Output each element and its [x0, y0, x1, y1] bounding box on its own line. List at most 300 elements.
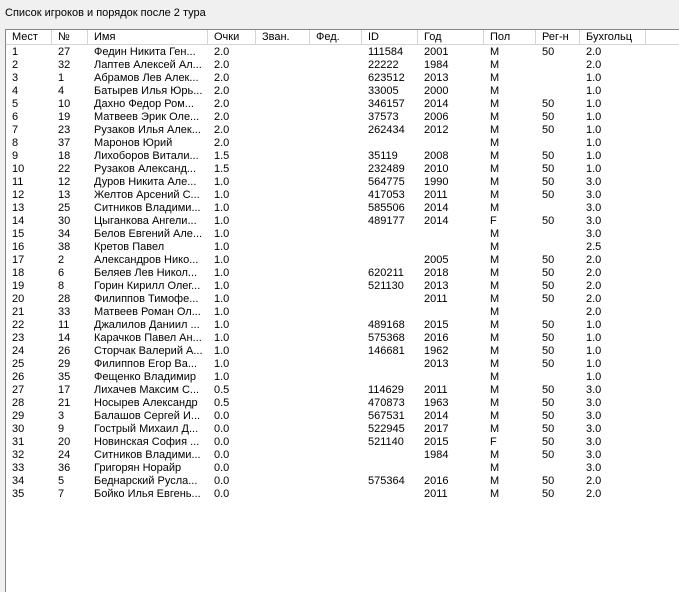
cell-id	[362, 462, 418, 475]
cell-federation	[310, 163, 362, 176]
cell-year: 1984	[424, 59, 449, 71]
cell-title	[256, 488, 310, 501]
cell-title	[256, 410, 310, 423]
table-row[interactable]	[6, 267, 679, 280]
cell-title	[256, 462, 310, 475]
cell-points: 2.0	[214, 85, 230, 97]
cell-place: 33	[12, 462, 25, 474]
column-header-federation[interactable]: Фед.	[310, 30, 362, 45]
cell-federation	[310, 241, 362, 254]
cell-name: Беляев Лев Никол...	[94, 267, 198, 279]
table-row[interactable]	[6, 189, 679, 202]
cell-federation	[310, 85, 362, 98]
cell-id: 585506	[368, 202, 405, 214]
cell-place: 27	[12, 384, 25, 396]
cell-title	[256, 59, 310, 72]
cell-year	[418, 228, 484, 241]
cell-year: 2000	[424, 85, 449, 97]
cell-id: 521140	[368, 436, 404, 448]
table-row[interactable]	[6, 202, 679, 215]
table-row[interactable]	[6, 306, 679, 319]
cell-points: 2.0	[214, 98, 230, 110]
cell-name: Маронов Юрий	[94, 137, 173, 149]
table-row[interactable]	[6, 46, 679, 59]
cell-buchholz: 3.0	[586, 215, 602, 227]
cell-year: 2011	[424, 488, 448, 500]
cell-name: Филиппов Егор Ва...	[94, 358, 198, 370]
cell-number: 30	[58, 215, 71, 227]
cell-id: 262434	[368, 124, 405, 136]
table-row[interactable]	[6, 358, 679, 371]
cell-name: Карачков Павел Ан...	[94, 332, 202, 344]
cell-number: 18	[58, 150, 71, 162]
cell-id: 564775	[368, 176, 405, 188]
column-header-region[interactable]: Рег-н	[536, 30, 580, 45]
cell-year: 2010	[424, 163, 449, 175]
cell-points: 1.0	[214, 306, 230, 318]
table-row[interactable]	[6, 371, 679, 384]
cell-title	[256, 358, 310, 371]
table-row[interactable]	[6, 111, 679, 124]
cell-federation	[310, 72, 362, 85]
cell-number: 14	[58, 332, 71, 344]
cell-number: 17	[58, 384, 71, 396]
cell-buchholz: 1.0	[586, 124, 602, 136]
cell-place: 14	[12, 215, 25, 227]
cell-buchholz: 2.0	[586, 293, 602, 305]
cell-place: 3	[12, 72, 19, 84]
cell-name: Бойко Илья Евгень...	[94, 488, 201, 500]
cell-points: 1.5	[214, 150, 230, 162]
cell-sex: M	[490, 475, 500, 487]
cell-federation	[310, 332, 362, 345]
cell-points: 1.5	[214, 163, 230, 175]
cell-place: 31	[12, 436, 25, 448]
cell-buchholz: 1.0	[586, 150, 602, 162]
cell-region	[536, 202, 580, 215]
table-row[interactable]	[6, 332, 679, 345]
cell-year	[418, 462, 484, 475]
list-rows	[6, 46, 679, 501]
cell-buchholz: 1.0	[586, 332, 602, 344]
cell-name: Гострый Михаил Д...	[94, 423, 199, 435]
cell-sex: M	[490, 358, 500, 370]
cell-name: Ситников Владими...	[94, 202, 201, 214]
cell-buchholz: 2.0	[586, 280, 602, 292]
cell-place: 12	[12, 189, 25, 201]
table-row[interactable]	[6, 215, 679, 228]
cell-id: 575364	[368, 475, 405, 487]
cell-federation	[310, 189, 362, 202]
players-list[interactable]	[5, 29, 679, 592]
cell-federation	[310, 449, 362, 462]
cell-buchholz: 2.0	[586, 267, 602, 279]
cell-number: 27	[58, 46, 71, 58]
cell-points: 1.0	[214, 241, 230, 253]
cell-region: 50	[542, 280, 555, 292]
cell-federation	[310, 319, 362, 332]
cell-place: 34	[12, 475, 25, 487]
cell-buchholz: 3.0	[586, 410, 602, 422]
cell-points: 1.0	[214, 267, 230, 279]
cell-title	[256, 397, 310, 410]
cell-points: 1.0	[214, 371, 230, 383]
cell-points: 0.0	[214, 410, 230, 422]
cell-points: 1.0	[214, 319, 230, 331]
cell-sex: M	[490, 111, 500, 123]
cell-name: Федин Никита Ген...	[94, 46, 196, 58]
cell-federation	[310, 384, 362, 397]
table-row[interactable]	[6, 410, 679, 423]
cell-name: Матвеев Эрик Оле...	[94, 111, 200, 123]
cell-region: 50	[542, 358, 555, 370]
cell-place: 25	[12, 358, 25, 370]
cell-id: 489177	[368, 215, 405, 227]
cell-region: 50	[542, 436, 555, 448]
cell-points: 2.0	[214, 124, 230, 136]
cell-federation	[310, 475, 362, 488]
cell-federation	[310, 59, 362, 72]
cell-buchholz: 3.0	[586, 462, 602, 474]
cell-sex: M	[490, 98, 500, 110]
column-header-name[interactable]: Имя	[88, 30, 208, 45]
cell-number: 21	[58, 397, 71, 409]
table-row[interactable]	[6, 228, 679, 241]
cell-title	[256, 436, 310, 449]
cell-year: 2011	[424, 189, 448, 201]
table-row[interactable]	[6, 293, 679, 306]
cell-number: 32	[58, 59, 71, 71]
cell-year: 1990	[424, 176, 449, 188]
cell-number: 37	[58, 137, 71, 149]
cell-id: 146681	[368, 345, 405, 357]
list-caption: Список игроков и порядок после 2 тура	[5, 7, 206, 19]
cell-name: Дуров Никита Але...	[94, 176, 197, 188]
table-row[interactable]	[6, 150, 679, 163]
cell-sex: M	[490, 449, 500, 461]
cell-id: 114629	[368, 384, 404, 396]
cell-points: 1.0	[214, 176, 230, 188]
cell-name: Батырев Илья Юрь...	[94, 85, 203, 97]
cell-year: 2017	[424, 423, 449, 435]
cell-points: 1.0	[214, 280, 230, 292]
cell-title	[256, 98, 310, 111]
cell-place: 20	[12, 293, 25, 305]
cell-sex: M	[490, 332, 500, 344]
cell-sex: M	[490, 85, 500, 97]
column-header-id[interactable]: ID	[362, 30, 418, 45]
cell-region	[536, 462, 580, 475]
cell-id	[362, 371, 418, 384]
table-row[interactable]	[6, 280, 679, 293]
cell-buchholz: 2.0	[586, 254, 602, 266]
cell-federation	[310, 46, 362, 59]
cell-sex: M	[490, 267, 500, 279]
cell-buchholz: 1.0	[586, 85, 602, 97]
cell-federation	[310, 124, 362, 137]
cell-buchholz: 1.0	[586, 72, 602, 84]
cell-buchholz: 1.0	[586, 111, 602, 123]
cell-year: 2006	[424, 111, 449, 123]
cell-year	[418, 306, 484, 319]
cell-place: 10	[12, 163, 25, 175]
cell-federation	[310, 267, 362, 280]
cell-year: 2011	[424, 293, 448, 305]
cell-federation	[310, 98, 362, 111]
table-row[interactable]	[6, 397, 679, 410]
cell-federation	[310, 306, 362, 319]
table-row[interactable]	[6, 488, 679, 501]
table-row[interactable]	[6, 319, 679, 332]
cell-buchholz: 1.0	[586, 371, 602, 383]
cell-title	[256, 46, 310, 59]
cell-sex: F	[490, 436, 497, 448]
cell-year	[418, 137, 484, 150]
cell-name: Рузаков Илья Алек...	[94, 124, 201, 136]
cell-number: 25	[58, 202, 71, 214]
cell-region: 50	[542, 98, 555, 110]
cell-region	[536, 371, 580, 384]
cell-id	[362, 449, 418, 462]
table-row[interactable]	[6, 436, 679, 449]
cell-region: 50	[542, 449, 555, 461]
cell-sex: M	[490, 254, 500, 266]
cell-buchholz: 1.0	[586, 163, 602, 175]
cell-points: 0.0	[214, 423, 230, 435]
cell-federation	[310, 462, 362, 475]
cell-sex: M	[490, 280, 500, 292]
table-row[interactable]	[6, 176, 679, 189]
cell-region: 50	[542, 176, 555, 188]
cell-sex: M	[490, 72, 500, 84]
cell-region: 50	[542, 384, 555, 396]
cell-federation	[310, 397, 362, 410]
cell-name: Джалилов Даниил ...	[94, 319, 200, 331]
cell-id	[362, 293, 418, 306]
table-row[interactable]	[6, 137, 679, 150]
cell-place: 17	[12, 254, 25, 266]
cell-region: 50	[542, 410, 555, 422]
cell-buchholz: 3.0	[586, 397, 602, 409]
cell-region: 50	[542, 488, 555, 500]
cell-title	[256, 215, 310, 228]
cell-buchholz: 2.0	[586, 306, 602, 318]
cell-sex: M	[490, 423, 500, 435]
cell-buchholz: 3.0	[586, 189, 602, 201]
table-row[interactable]	[6, 85, 679, 98]
table-row[interactable]	[6, 462, 679, 475]
cell-number: 22	[58, 163, 71, 175]
cell-number: 33	[58, 306, 71, 318]
cell-id: 35119	[368, 150, 398, 162]
cell-name: Белов Евгений Але...	[94, 228, 203, 240]
column-header-filler	[646, 30, 679, 45]
cell-title	[256, 228, 310, 241]
cell-buchholz: 1.0	[586, 319, 602, 331]
cell-number: 11	[58, 319, 70, 331]
cell-points: 0.0	[214, 475, 230, 487]
table-row[interactable]	[6, 98, 679, 111]
cell-id	[362, 306, 418, 319]
cell-year: 2015	[424, 436, 449, 448]
cell-title	[256, 111, 310, 124]
cell-buchholz: 3.0	[586, 449, 602, 461]
cell-buchholz: 1.0	[586, 98, 602, 110]
cell-name: Сторчак Валерий А...	[94, 345, 203, 357]
cell-year: 1962	[424, 345, 449, 357]
cell-place: 19	[12, 280, 25, 292]
cell-buchholz: 1.0	[586, 137, 602, 149]
cell-title	[256, 384, 310, 397]
cell-name: Филиппов Тимофе...	[94, 293, 199, 305]
cell-place: 2	[12, 59, 19, 71]
cell-federation	[310, 358, 362, 371]
table-row[interactable]	[6, 475, 679, 488]
cell-region	[536, 137, 580, 150]
column-header-sex[interactable]: Пол	[484, 30, 536, 45]
cell-place: 26	[12, 371, 25, 383]
cell-region: 50	[542, 332, 555, 344]
cell-region	[536, 306, 580, 319]
cell-name: Беднарский Русла...	[94, 475, 198, 487]
cell-points: 0.5	[214, 397, 230, 409]
cell-name: Горин Кирилл Олег...	[94, 280, 201, 292]
cell-id: 623512	[368, 72, 405, 84]
cell-buchholz: 2.0	[586, 488, 602, 500]
cell-year: 2013	[424, 72, 449, 84]
cell-place: 35	[12, 488, 25, 500]
table-row[interactable]	[6, 254, 679, 267]
cell-year: 2008	[424, 150, 449, 162]
cell-number: 36	[58, 462, 71, 474]
cell-place: 9	[12, 150, 19, 162]
cell-place: 8	[12, 137, 19, 149]
cell-sex: M	[490, 176, 500, 188]
cell-number: 12	[58, 176, 71, 188]
cell-title	[256, 137, 310, 150]
cell-region: 50	[542, 319, 555, 331]
cell-id: 111584	[368, 46, 404, 58]
cell-name: Лаптев Алексей Ал...	[94, 59, 202, 71]
cell-region: 50	[542, 293, 555, 305]
cell-number: 10	[58, 98, 71, 110]
cell-number: 35	[58, 371, 71, 383]
cell-buchholz: 2.0	[586, 475, 602, 487]
cell-points: 2.0	[214, 72, 230, 84]
cell-name: Фещенко Владимир	[94, 371, 196, 383]
cell-sex: M	[490, 371, 500, 383]
table-row[interactable]	[6, 59, 679, 72]
cell-number: 9	[58, 423, 65, 435]
table-row[interactable]	[6, 449, 679, 462]
cell-buchholz: 3.0	[586, 176, 602, 188]
cell-sex: M	[490, 397, 500, 409]
cell-region	[536, 59, 580, 72]
cell-region: 50	[542, 111, 555, 123]
cell-points: 1.0	[214, 228, 230, 240]
cell-region: 50	[542, 345, 555, 357]
cell-place: 21	[12, 306, 25, 318]
cell-place: 5	[12, 98, 19, 110]
cell-title	[256, 475, 310, 488]
cell-number: 8	[58, 280, 65, 292]
cell-points: 1.0	[214, 202, 230, 214]
cell-region: 50	[542, 46, 555, 58]
cell-id	[362, 488, 418, 501]
table-row[interactable]	[6, 72, 679, 85]
cell-number: 20	[58, 436, 71, 448]
cell-region: 50	[542, 150, 555, 162]
cell-id: 417053	[368, 189, 405, 201]
cell-sex: M	[490, 189, 500, 201]
cell-place: 23	[12, 332, 25, 344]
cell-title	[256, 345, 310, 358]
cell-title	[256, 332, 310, 345]
table-row[interactable]	[6, 384, 679, 397]
table-row[interactable]	[6, 345, 679, 358]
cell-year: 2001	[424, 46, 449, 58]
cell-number: 3	[58, 410, 65, 422]
cell-id: 575368	[368, 332, 405, 344]
cell-name: Александров Нико...	[94, 254, 199, 266]
cell-points: 0.0	[214, 449, 230, 461]
cell-number: 1	[58, 72, 65, 84]
cell-sex: M	[490, 228, 500, 240]
table-row[interactable]	[6, 423, 679, 436]
cell-points: 1.0	[214, 332, 230, 344]
cell-title	[256, 449, 310, 462]
cell-title	[256, 72, 310, 85]
table-row[interactable]	[6, 241, 679, 254]
cell-sex: M	[490, 488, 500, 500]
cell-sex: M	[490, 345, 500, 357]
cell-place: 6	[12, 111, 19, 123]
column-header-number[interactable]: №	[52, 30, 88, 45]
column-header-title[interactable]: Зван.	[256, 30, 310, 45]
column-header-buchholz[interactable]: Бухгольц	[580, 30, 646, 45]
cell-number: 19	[58, 111, 71, 123]
cell-federation	[310, 176, 362, 189]
cell-federation	[310, 254, 362, 267]
cell-buchholz: 3.0	[586, 423, 602, 435]
cell-name: Желтов Арсений С...	[94, 189, 200, 201]
cell-federation	[310, 423, 362, 436]
cell-number: 38	[58, 241, 71, 253]
cell-buchholz: 1.0	[586, 358, 602, 370]
cell-id: 522945	[368, 423, 405, 435]
cell-region: 50	[542, 423, 555, 435]
cell-id: 470873	[368, 397, 405, 409]
column-header-place[interactable]: Мест	[6, 30, 52, 45]
cell-number: 7	[58, 488, 65, 500]
table-row[interactable]	[6, 124, 679, 137]
cell-title	[256, 319, 310, 332]
cell-federation	[310, 410, 362, 423]
column-header-year[interactable]: Год	[418, 30, 484, 45]
cell-federation	[310, 202, 362, 215]
column-header-points[interactable]: Очки	[208, 30, 256, 45]
cell-title	[256, 306, 310, 319]
cell-year	[418, 371, 484, 384]
cell-year: 2016	[424, 332, 449, 344]
cell-federation	[310, 293, 362, 306]
table-row[interactable]	[6, 163, 679, 176]
cell-points: 1.0	[214, 254, 230, 266]
cell-sex: M	[490, 241, 500, 253]
cell-name: Рузаков Александ...	[94, 163, 197, 175]
cell-title	[256, 254, 310, 267]
cell-name: Цыганкова Ангели...	[94, 215, 197, 227]
